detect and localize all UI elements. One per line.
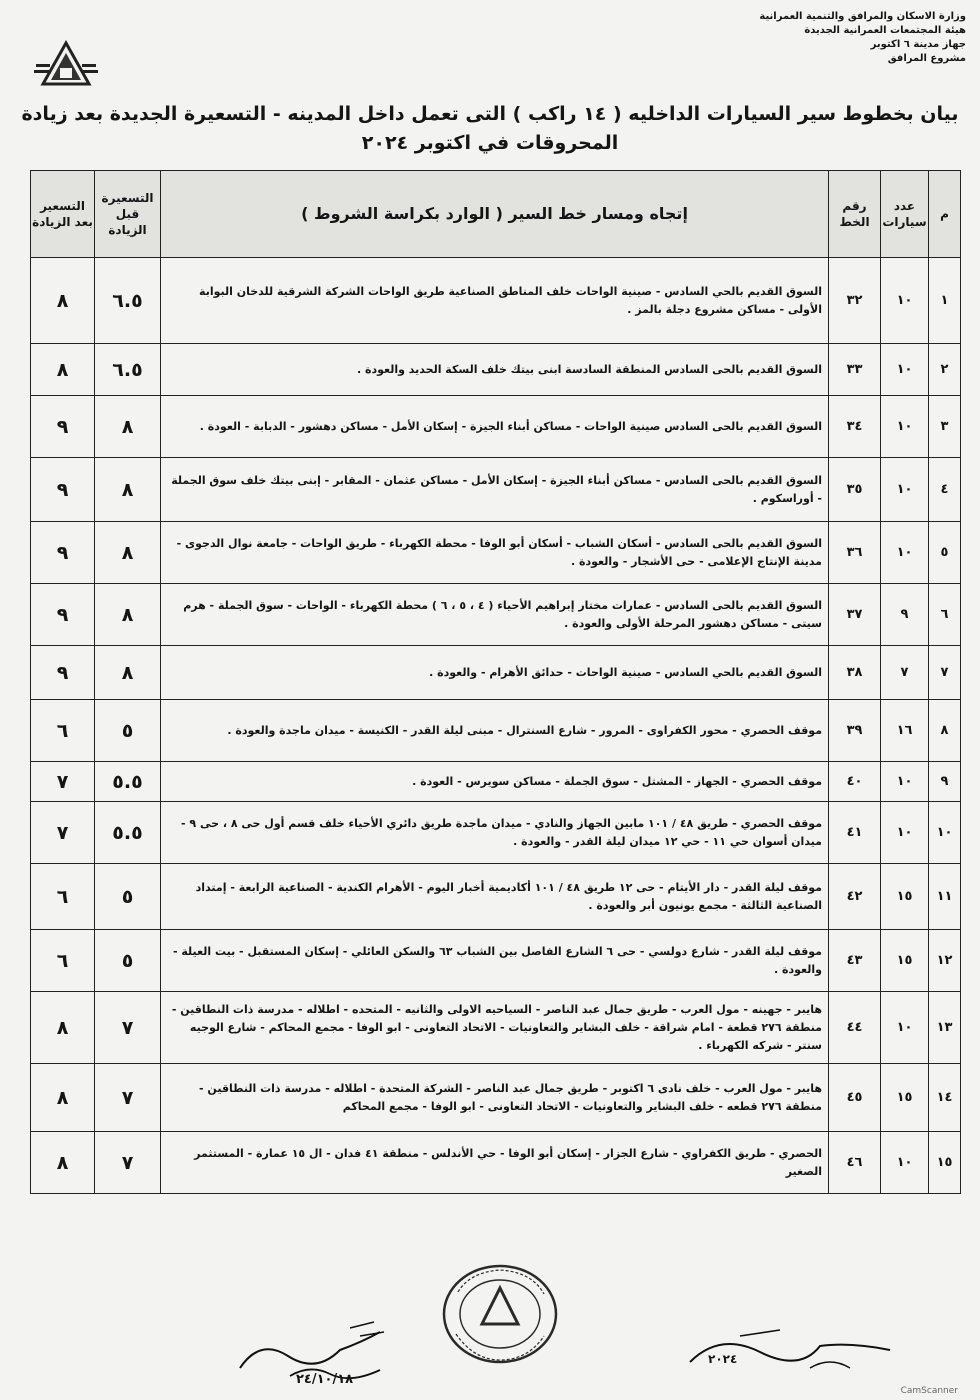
- routes-table: [30, 170, 961, 1194]
- row-line-number: ٤٣: [829, 930, 881, 992]
- row-index: ١٠: [929, 802, 961, 864]
- row-price-after: ٨: [31, 1132, 95, 1194]
- table-header-row: [31, 171, 961, 258]
- header-route: إتجاه ومسار خط السير ( الوارد بكراسة الشروط ): [161, 171, 829, 258]
- row-line-number: ٣٩: [829, 700, 881, 762]
- row-cars: ١٠: [881, 762, 929, 802]
- row-route: الحصري - طريق الكفراوي - شارع الجزار - إسكان أبو الوفا - حي الأندلس - منطقة ٤١ فدان - ال ١٥ عمارة - المستثمر الصغير: [161, 1132, 829, 1194]
- table-row: [31, 584, 961, 646]
- row-line-number: ٤٤: [829, 992, 881, 1064]
- row-cars: ١٠: [881, 992, 929, 1064]
- row-price-after: ٨: [31, 258, 95, 344]
- row-cars: ١٥: [881, 864, 929, 930]
- table-row: [31, 458, 961, 522]
- row-price-after: ٦: [31, 700, 95, 762]
- header-line-no: رقم الخط: [829, 171, 881, 258]
- ministry-line: وزارة الاسكان والمرافق والتنمية العمرانية: [759, 11, 966, 22]
- row-index: ٨: [929, 700, 961, 762]
- row-price-before: ٧: [95, 992, 161, 1064]
- row-line-number: ٣٣: [829, 344, 881, 396]
- row-index: ٢: [929, 344, 961, 396]
- row-route: موقف الحصري - الجهاز - المشتل - سوق الجملة - مساكن سويرس - العودة .: [161, 762, 829, 802]
- page-title: [20, 100, 960, 158]
- row-route: هايبر - جهينه - مول العرب - طريق جمال عبد الناصر - السياحيه الاولى والثانيه - المتحده - اطلاله - مدرسة ذات النطاقين - منطقة ٢٧٦ قطعة - امام شراقة - خلف البشاير والتعاونيات - الاتحاد التعاونى - ابو الوفا - مجمع المحاكم - شارع الوجيه سنتر - شركه الكهرباء .: [161, 992, 829, 1064]
- row-route: السوق القديم بالحى السادس - أسكان الشباب - أسكان أبو الوفا - محطة الكهرباء - طريق الواحات - جامعة نوال الدجوى - مدينة الإنتاج الإعلامى - حى الأشجار - والعودة .: [161, 522, 829, 584]
- table-row: [31, 646, 961, 700]
- table-row: [31, 930, 961, 992]
- title-line-1: بيان بخطوط سير السيارات الداخليه ( ١٤ راكب ) التى تعمل داخل المدينه - التسعيرة الجديدة بعد زيادة: [21, 103, 959, 125]
- header-cars: عدد سيارات: [881, 171, 929, 258]
- row-route: السوق القديم بالحى السادس المنطقة السادسة ابنى بيتك خلف السكة الحديد والعودة .: [161, 344, 829, 396]
- row-price-after: ٩: [31, 522, 95, 584]
- title-line-2: المحروقات في اكتوبر ٢٠٢٤: [361, 132, 619, 154]
- row-cars: ١٥: [881, 930, 929, 992]
- left-signature-date: ٢٤/١٠/١٨: [296, 1372, 354, 1387]
- row-line-number: ٣٤: [829, 396, 881, 458]
- row-index: ٦: [929, 584, 961, 646]
- table-row: [31, 344, 961, 396]
- row-price-after: ٩: [31, 396, 95, 458]
- row-price-before: ٨: [95, 646, 161, 700]
- row-route: السوق القديم بالحي السادس - صينية الواحات خلف المناطق الصناعية طريق الواحات الشركة الشرقية للدخان البوابة الأولى - مساكن مشروع دجلة بالمز .: [161, 258, 829, 344]
- row-line-number: ٣٧: [829, 584, 881, 646]
- row-price-before: ٥: [95, 700, 161, 762]
- row-route: موقف ليلة القدر - دار الأيتام - حى ١٢ طريق ٤٨ / ١٠١ أكاديمية أخبار اليوم - الأهرام الكندية - الصناعية الرابعة - إمتداد الصناعية الثالثة - مجمع يونيون أبر والعودة .: [161, 864, 829, 930]
- row-price-before: ٨: [95, 584, 161, 646]
- row-line-number: ٣٦: [829, 522, 881, 584]
- row-index: ٤: [929, 458, 961, 522]
- row-price-before: ٥: [95, 864, 161, 930]
- table-row: [31, 1064, 961, 1132]
- row-line-number: ٤٥: [829, 1064, 881, 1132]
- row-price-after: ٨: [31, 344, 95, 396]
- header-price-before: التسعيرة قبل الزيادة: [95, 171, 161, 258]
- row-price-after: ٨: [31, 992, 95, 1064]
- row-route: موقف ليلة القدر - شارع دولسي - حى ٦ الشارع الفاصل بين الشباب ٦٣ والسكن العائلي - إسكان المستقبل - بيت العيلة - والعودة .: [161, 930, 829, 992]
- row-index: ٩: [929, 762, 961, 802]
- header-price-after: التسعير بعد الزيادة: [31, 171, 95, 258]
- row-cars: ١٠: [881, 1132, 929, 1194]
- row-price-before: ٥: [95, 930, 161, 992]
- row-line-number: ٣٨: [829, 646, 881, 700]
- table-row: [31, 762, 961, 802]
- row-line-number: ٣٥: [829, 458, 881, 522]
- row-price-after: ٩: [31, 646, 95, 700]
- row-line-number: ٤٦: [829, 1132, 881, 1194]
- row-index: ٧: [929, 646, 961, 700]
- row-index: ٣: [929, 396, 961, 458]
- row-price-before: ٦.٥: [95, 258, 161, 344]
- scanner-watermark: CamScanner: [900, 1386, 958, 1396]
- row-price-before: ٧: [95, 1064, 161, 1132]
- table-row: [31, 1132, 961, 1194]
- row-route: السوق القديم بالحي السادس - صينية الواحات - حدائق الأهرام - والعودة .: [161, 646, 829, 700]
- row-cars: ١٠: [881, 802, 929, 864]
- row-cars: ١٦: [881, 700, 929, 762]
- row-price-after: ٦: [31, 864, 95, 930]
- row-route: هايبر - مول العرب - خلف نادى ٦ اكتوبر - طريق جمال عبد الناصر - الشركة المتحدة - اطلاله - مدرسة ذات النطاقين - منطقة ٢٧٦ قطعه - خلف البشاير والتعاونيات - الاتحاد التعاونى - ابو الوفا - مجمع المحاكم: [161, 1064, 829, 1132]
- row-index: ١٣: [929, 992, 961, 1064]
- ministry-line: مشروع المرافق: [887, 53, 966, 64]
- row-price-after: ٩: [31, 458, 95, 522]
- row-price-after: ٩: [31, 584, 95, 646]
- row-route: السوق القديم بالحى السادس صينية الواحات - مساكن أبناء الجيزة - إسكان الأمل - مساكن دهشور - الدبابة - العودة .: [161, 396, 829, 458]
- table-row: [31, 258, 961, 344]
- row-cars: ١٠: [881, 522, 929, 584]
- authority-logo-icon: [34, 40, 98, 88]
- row-price-before: ٨: [95, 522, 161, 584]
- row-price-after: ٧: [31, 802, 95, 864]
- row-cars: ١٠: [881, 344, 929, 396]
- row-price-before: ٥.٥: [95, 762, 161, 802]
- row-price-before: ٨: [95, 396, 161, 458]
- table-row: [31, 522, 961, 584]
- table-row: [31, 396, 961, 458]
- row-index: ١٤: [929, 1064, 961, 1132]
- row-cars: ١٠: [881, 396, 929, 458]
- row-cars: ١٠: [881, 458, 929, 522]
- header-index: م: [929, 171, 961, 258]
- right-signature-date: ٢٠٢٤: [708, 1352, 738, 1366]
- row-route: موقف الحصري - طريق ٤٨ / ١٠١ مابين الجهاز والنادي - ميدان ماجدة طريق دائري الأحياء خلف قسم أول حى ٨ ، حى ٩ - ميدان أسوان حي ١١ - حي ١٢ ميدان ليلة القدر - والعودة .: [161, 802, 829, 864]
- table-row: [31, 802, 961, 864]
- row-route: السوق القديم بالحى السادس - مساكن أبناء الجيزة - إسكان الأمل - مساكن عثمان - المقابر - إبنى بيتك خلف سوق الجملة - أوراسكوم .: [161, 458, 829, 522]
- row-cars: ٧: [881, 646, 929, 700]
- row-route: السوق القديم بالحى السادس - عمارات مختار إبراهيم الأحياء ( ٤ ، ٥ ، ٦ ) محطة الكهرباء - الواحات - سوق الجملة - هرم سيتى - مساكن دهشور المرحلة الأولى والعودة .: [161, 584, 829, 646]
- row-cars: ٩: [881, 584, 929, 646]
- ministry-header: [726, 10, 966, 66]
- row-price-before: ٨: [95, 458, 161, 522]
- row-route: موقف الحصري - محور الكفراوى - المرور - شارع السنترال - مبنى ليلة القدر - الكنيسة - ميدان ماجدة والعودة .: [161, 700, 829, 762]
- row-index: ١٥: [929, 1132, 961, 1194]
- row-index: ١: [929, 258, 961, 344]
- table-row: [31, 700, 961, 762]
- row-line-number: ٤٢: [829, 864, 881, 930]
- row-price-after: ٧: [31, 762, 95, 802]
- row-price-before: ٥.٥: [95, 802, 161, 864]
- row-line-number: ٣٢: [829, 258, 881, 344]
- table-row: [31, 864, 961, 930]
- row-price-before: ٦.٥: [95, 344, 161, 396]
- table-row: [31, 992, 961, 1064]
- row-price-after: ٦: [31, 930, 95, 992]
- row-index: ١١: [929, 864, 961, 930]
- row-index: ٥: [929, 522, 961, 584]
- official-stamp-icon: [440, 1262, 560, 1366]
- row-line-number: ٤١: [829, 802, 881, 864]
- row-cars: ١٥: [881, 1064, 929, 1132]
- row-cars: ١٠: [881, 258, 929, 344]
- ministry-line: هيئة المجتمعات العمرانية الجديدة: [804, 25, 966, 36]
- row-price-after: ٨: [31, 1064, 95, 1132]
- row-index: ١٢: [929, 930, 961, 992]
- row-line-number: ٤٠: [829, 762, 881, 802]
- row-price-before: ٧: [95, 1132, 161, 1194]
- ministry-line: جهاز مدينة ٦ اكتوبر: [870, 39, 966, 50]
